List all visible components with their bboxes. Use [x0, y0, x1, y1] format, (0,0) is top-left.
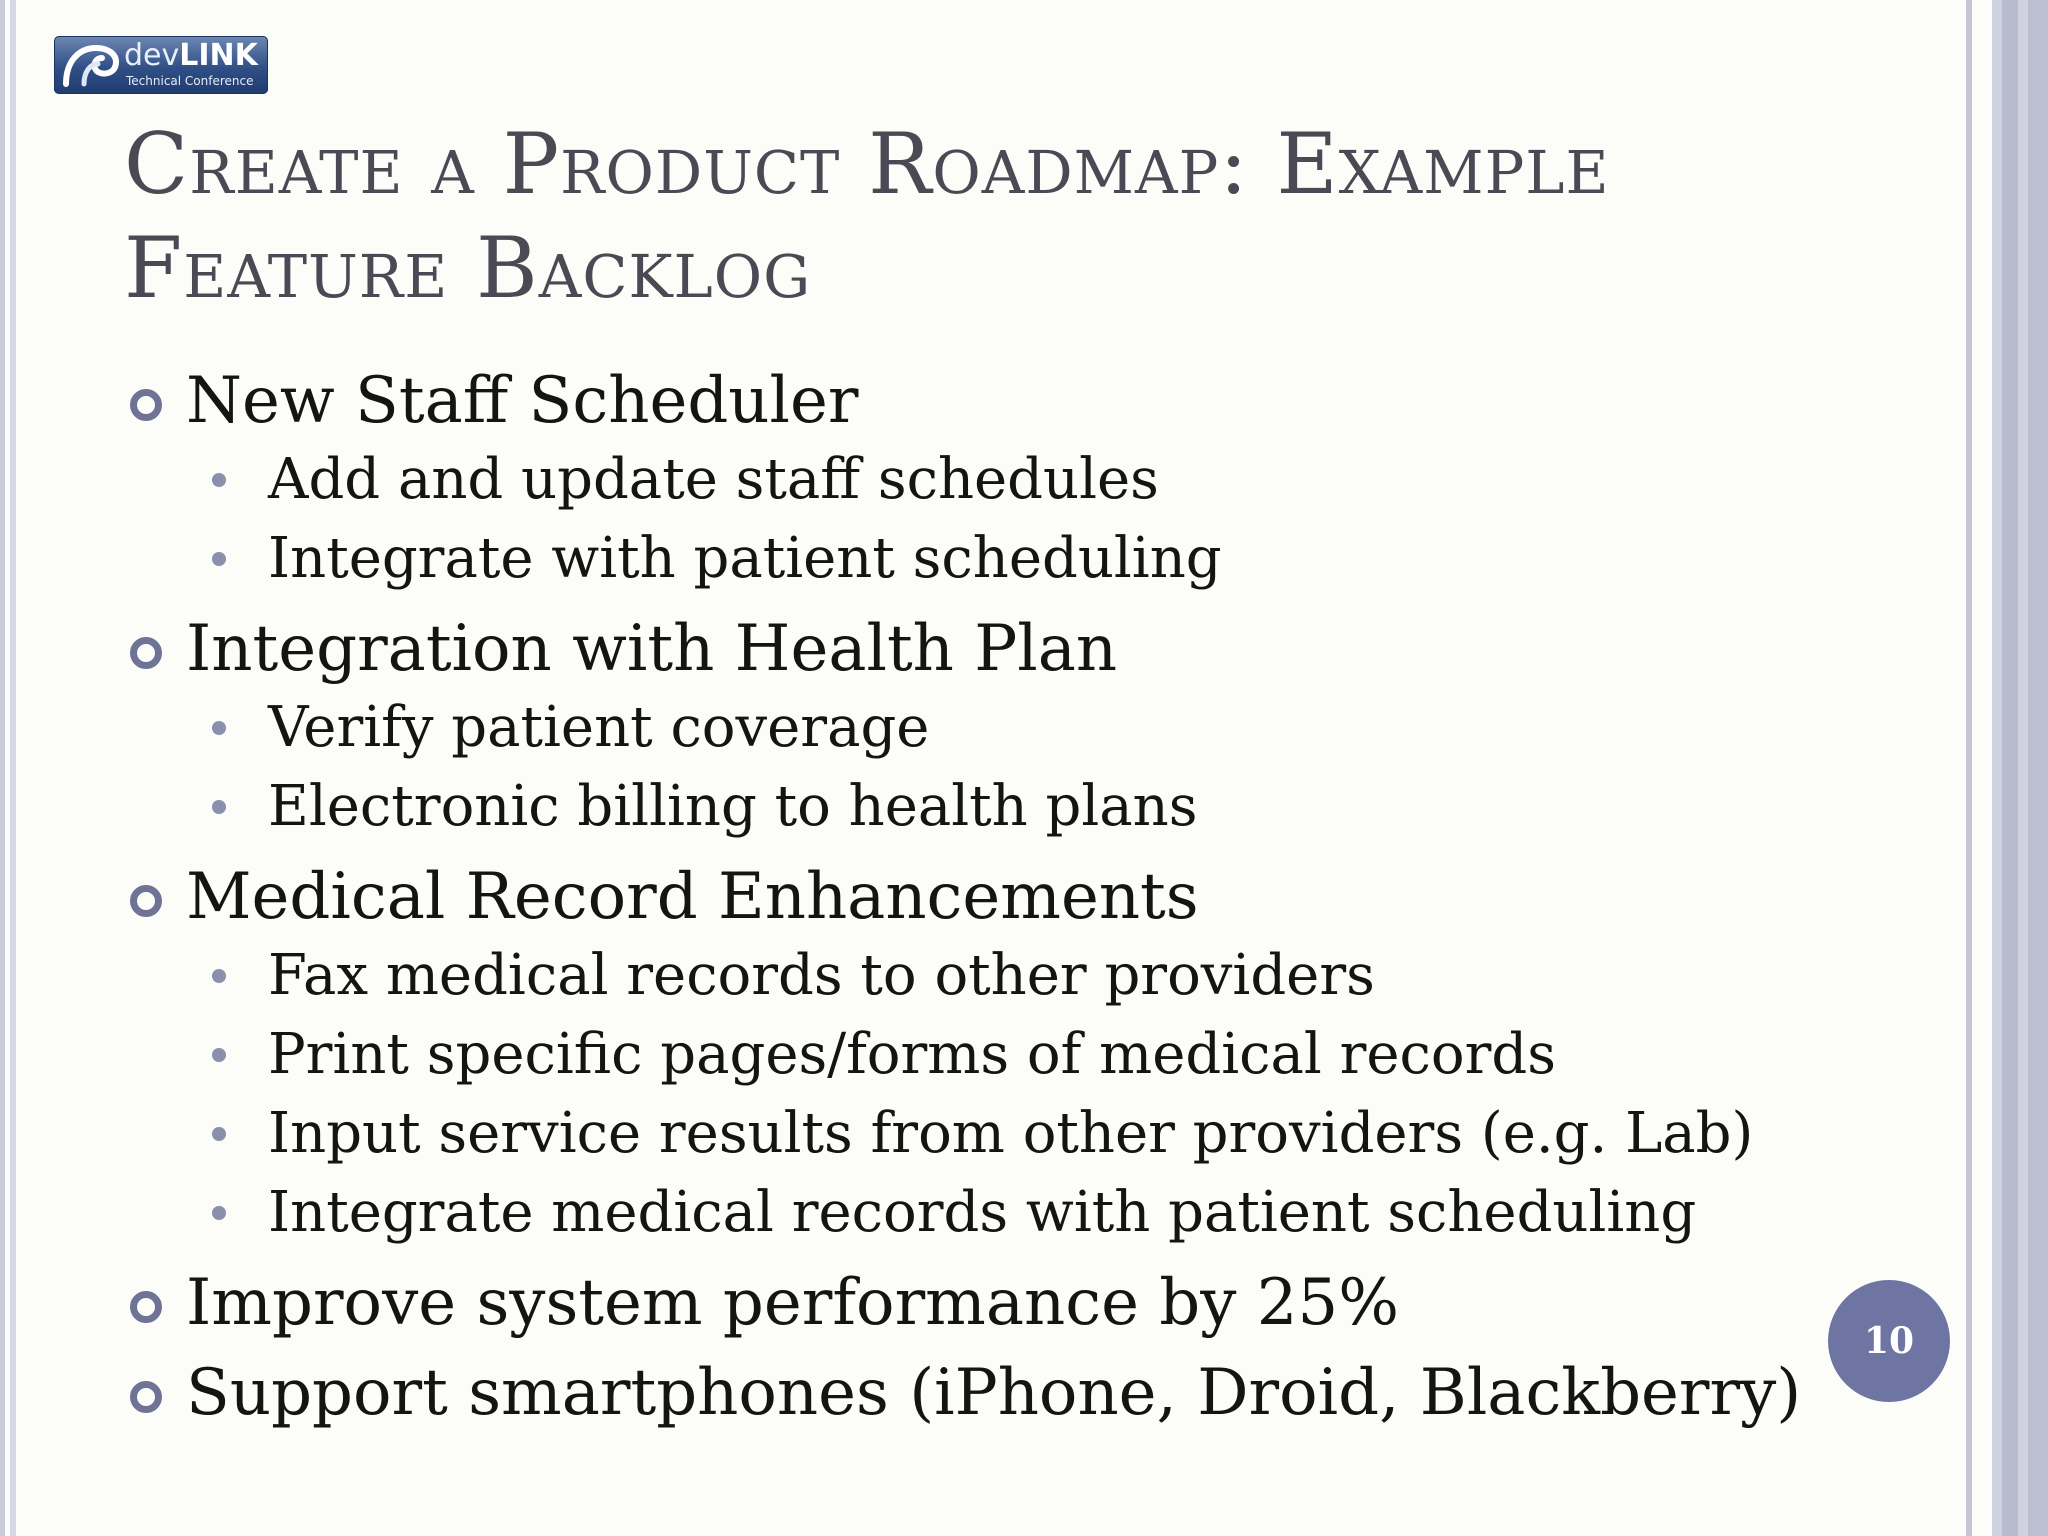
sub-bullet-label: Add and update staff schedules [268, 447, 1159, 512]
bullet-item-label: New Staff Scheduler [186, 364, 859, 438]
dot-bullet-icon [212, 1048, 226, 1062]
sub-bullet-item [128, 767, 1848, 846]
sub-bullet-item [128, 688, 1848, 767]
sub-bullet-label: Integrate with patient scheduling [268, 526, 1222, 591]
sub-bullet-item [128, 519, 1848, 598]
ring-bullet-icon [130, 1291, 162, 1323]
sub-bullet-label: Input service results from other providers (e.g. Lab) [268, 1101, 1754, 1166]
bullet-item-label: Medical Record Enhancements [186, 860, 1199, 934]
dot-bullet-icon [212, 800, 226, 814]
ring-bullet-icon [130, 1381, 162, 1413]
slide-title-line-2: Feature Backlog [124, 219, 812, 317]
sub-bullet-item [128, 1173, 1848, 1252]
slide-title-line-1: Create a Product Roadmap: Example [124, 115, 1610, 213]
page-number-badge: 10 [1828, 1280, 1950, 1402]
dot-bullet-icon [212, 1127, 226, 1141]
slide-title [124, 112, 1924, 320]
ring-bullet-icon [130, 637, 162, 669]
dot-bullet-icon [212, 1206, 226, 1220]
devlink-logo [54, 36, 268, 94]
bullet-item-label: Support smartphones (iPhone, Droid, Blackberry) [186, 1356, 1802, 1430]
sub-bullet-item [128, 936, 1848, 1015]
sub-bullet-label: Verify patient coverage [268, 695, 930, 760]
bullet-item-label: Improve system performance by 25% [186, 1266, 1399, 1340]
logo-wordmark [124, 38, 258, 74]
sub-bullet-label: Electronic billing to health plans [268, 774, 1198, 839]
bullet-list [128, 362, 1848, 1432]
sub-bullet-label: Fax medical records to other providers [268, 943, 1375, 1008]
dot-bullet-icon [212, 721, 226, 735]
sub-bullet-label: Integrate medical records with patient scheduling [268, 1180, 1697, 1245]
logo-name-light: dev [124, 38, 180, 73]
left-border [0, 0, 16, 1536]
sub-bullet-item [128, 1015, 1848, 1094]
bullet-item [128, 610, 1848, 688]
bullet-item [128, 1354, 1848, 1432]
dot-bullet-icon [212, 552, 226, 566]
ring-bullet-icon [130, 389, 162, 421]
bullet-item-label: Integration with Health Plan [186, 612, 1118, 686]
logo-name-bold: LINK [179, 38, 258, 73]
right-border [1966, 0, 2048, 1536]
sub-bullet-item [128, 440, 1848, 519]
bullet-item [128, 1264, 1848, 1342]
logo-subtitle: Technical Conference [126, 74, 254, 88]
dot-bullet-icon [212, 969, 226, 983]
bullet-item [128, 858, 1848, 936]
bullet-item [128, 362, 1848, 440]
dot-bullet-icon [212, 473, 226, 487]
devlink-logo-icon [62, 42, 120, 88]
sub-bullet-label: Print specific pages/forms of medical records [268, 1022, 1556, 1087]
ring-bullet-icon [130, 885, 162, 917]
sub-bullet-item [128, 1094, 1848, 1173]
